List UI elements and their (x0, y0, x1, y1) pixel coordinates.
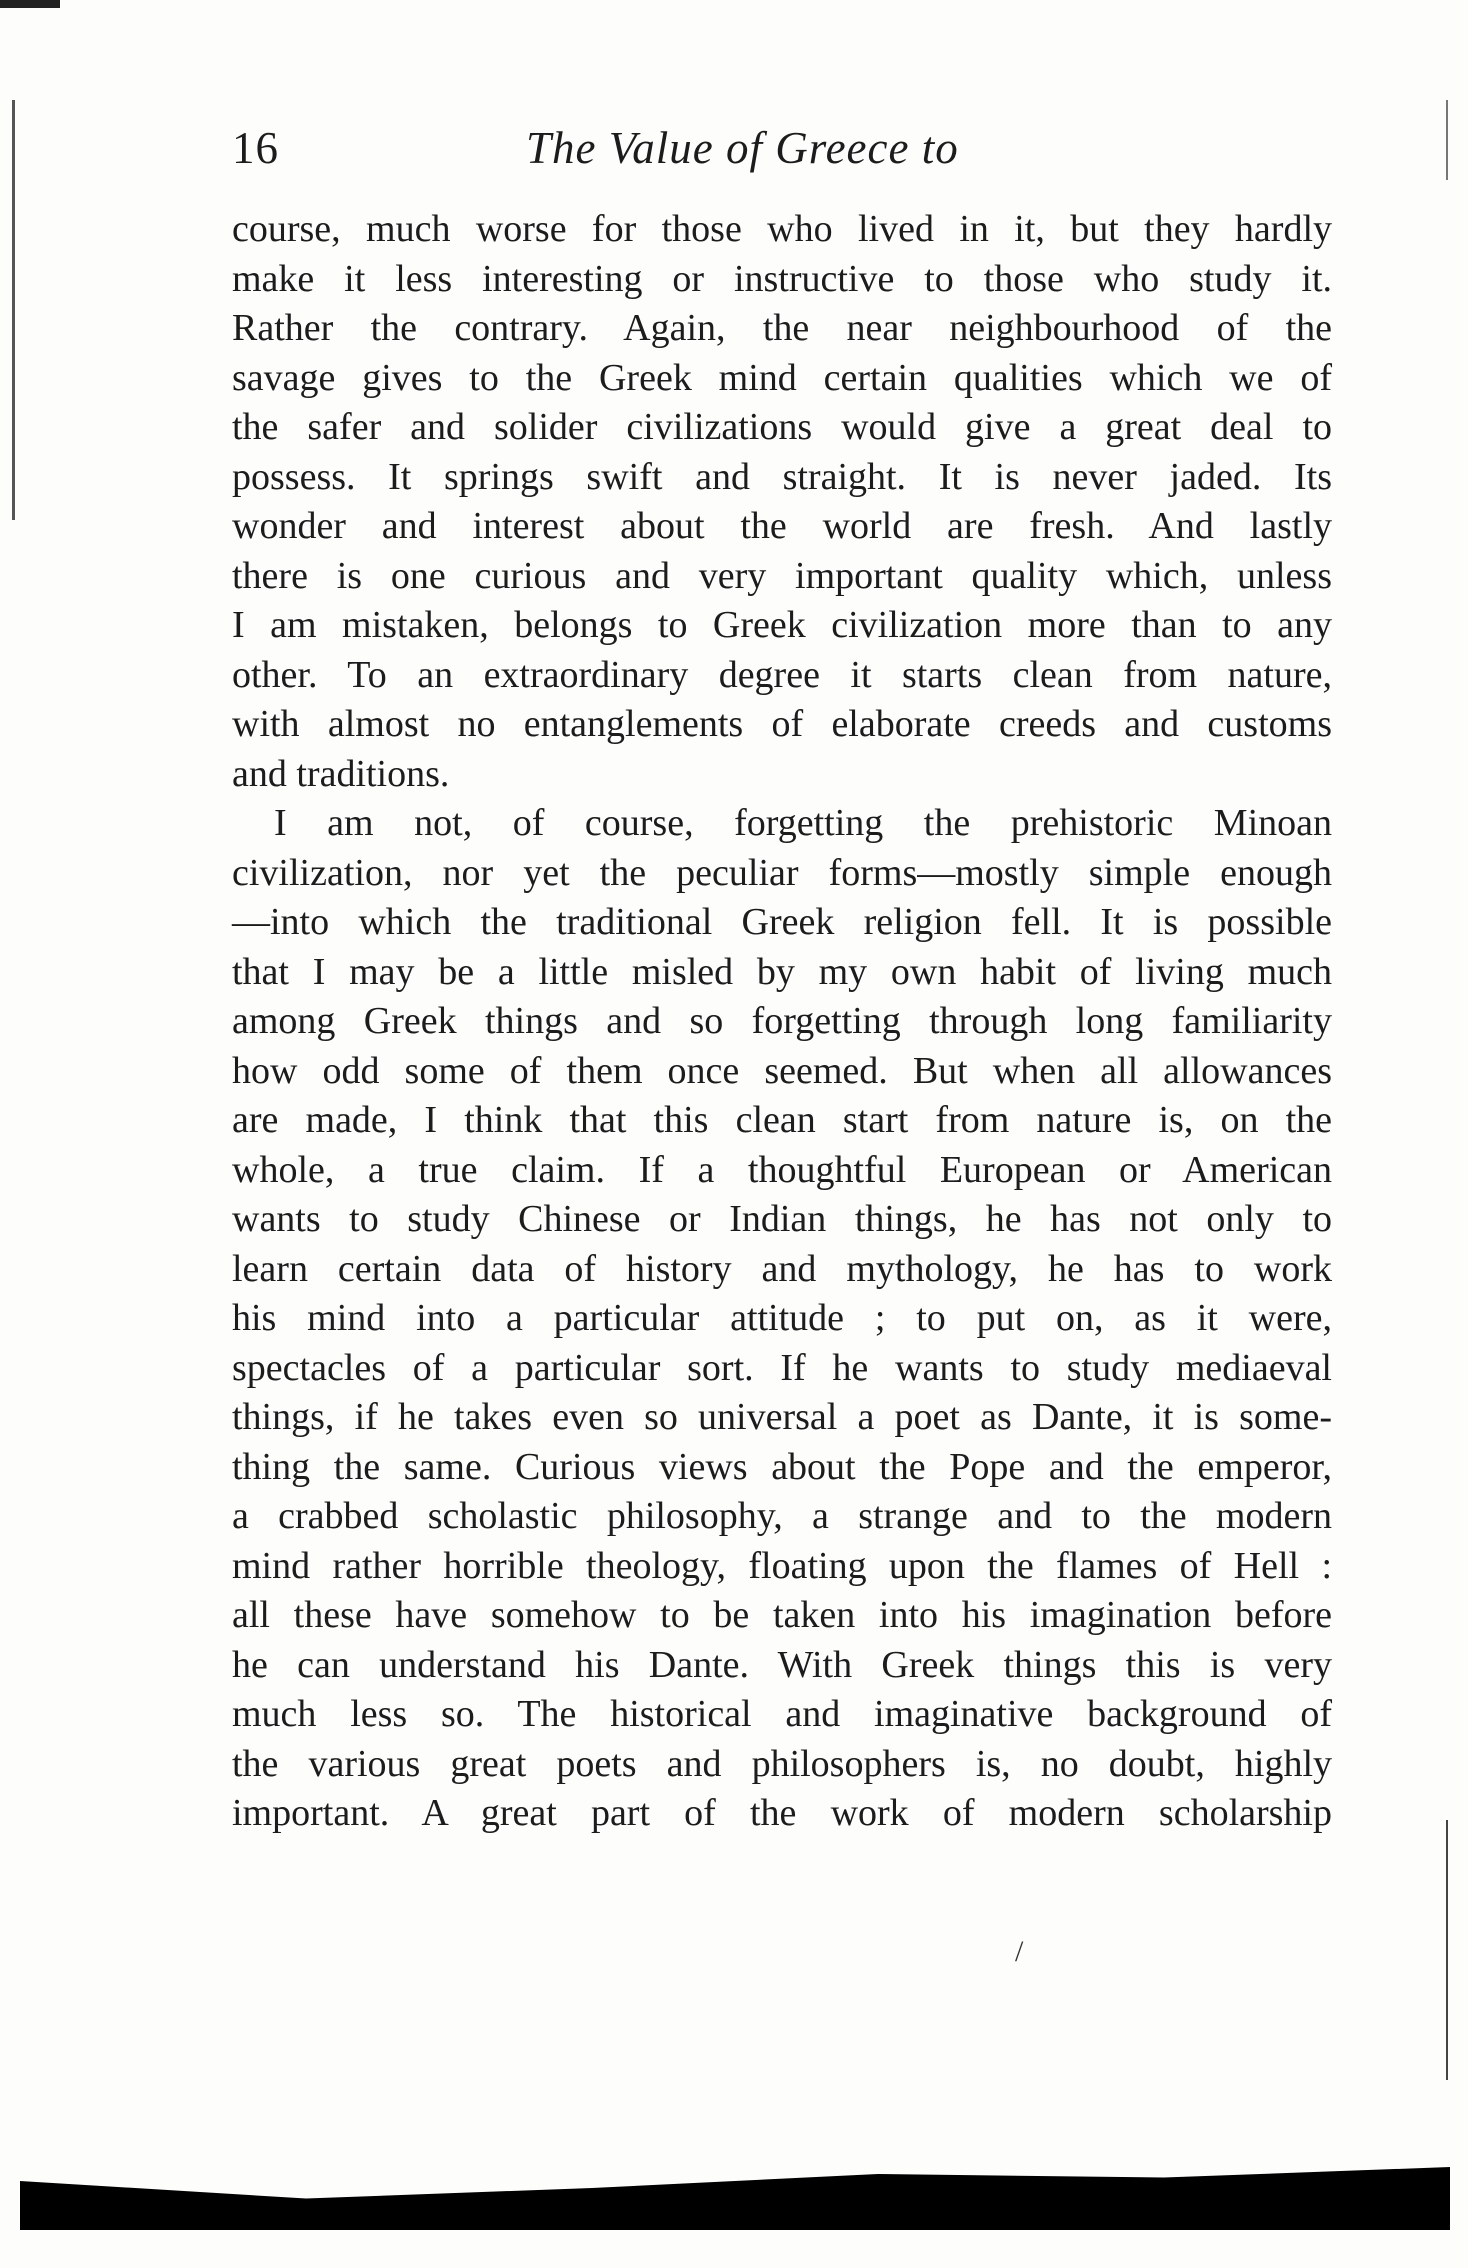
text-line: thing the same. Curious views about the Pope and the emperor, (232, 1445, 1332, 1488)
text-line: and traditions. (232, 752, 450, 795)
text-line: how odd some of them once seemed. But when all allowances (232, 1049, 1332, 1092)
text-line: wants to study Chinese or Indian things, he has not only to (232, 1198, 1332, 1240)
paragraph (232, 799, 1332, 1839)
text-line: I am mistaken, belongs to Greek civilization more than to any (232, 604, 1332, 646)
text-line: make it less interesting or instructive to those who study it. (232, 257, 1332, 300)
text-line: the various great poets and philosophers is, no doubt, highly (232, 1742, 1332, 1785)
text-line: mind rather horrible theology, floating upon the flames of Hell : (232, 1544, 1332, 1587)
running-title: The Value of Greece to (526, 123, 959, 173)
text-line: —into which the traditional Greek religion fell. It is possible (232, 901, 1332, 943)
text-line: spectacles of a particular sort. If he wants to study mediaeval (232, 1346, 1332, 1389)
text-line: there is one curious and very important quality which, unless (232, 554, 1332, 597)
text-line: he can understand his Dante. With Greek things this is very (232, 1643, 1332, 1686)
text-line: possess. It springs swift and straight. It is never jaded. Its (232, 455, 1332, 498)
text-line: savage gives to the Greek mind certain qualities which we of (232, 356, 1332, 399)
text-line: learn certain data of history and mythology, he has to work (232, 1247, 1332, 1290)
text-line: civilization, nor yet the peculiar forms—mostly simple enough (232, 851, 1332, 894)
text-line: with almost no entanglements of elaborate creeds and customs (232, 703, 1332, 745)
scan-edge-mark-right (1446, 100, 1448, 180)
text-line: are made, I think that this clean start from nature is, on the (232, 1099, 1332, 1141)
page-number: 16 (232, 123, 279, 173)
body-text (232, 205, 1332, 1839)
text-line: a crabbed scholastic philosophy, a strange and to the modern (232, 1495, 1332, 1537)
text-line: I am not, of course, forgetting the prehistoric Minoan (274, 802, 1332, 844)
text-line: all these have somehow to be taken into his imagination before (232, 1594, 1332, 1636)
text-line: other. To an extraordinary degree it starts clean from nature, (232, 653, 1332, 696)
scan-bottom-shadow (20, 2160, 1450, 2230)
text-line: things, if he takes even so universal a poet as Dante, it is some- (232, 1396, 1332, 1438)
text-line: course, much worse for those who lived in it, but they hardly (232, 208, 1332, 250)
text-line: whole, a true claim. If a thoughtful European or American (232, 1148, 1332, 1191)
text-line: the safer and solider civilizations would give a great deal to (232, 406, 1332, 448)
scan-edge-mark-top-left (0, 0, 60, 8)
paragraph (232, 205, 1332, 799)
text-line: wonder and interest about the world are fresh. And lastly (232, 505, 1332, 547)
scan-edge-mark-right-lower (1446, 1820, 1448, 2080)
text-line: important. A great part of the work of modern scholarship (232, 1792, 1332, 1834)
text-line: among Greek things and so forgetting through long familiarity (232, 1000, 1332, 1042)
scan-edge-mark-left (12, 100, 15, 520)
text-line: his mind into a particular attitude ; to put on, as it were, (232, 1297, 1332, 1339)
stray-pencil-mark: / (1015, 1935, 1024, 1968)
running-head (232, 118, 1332, 178)
text-line: much less so. The historical and imaginative background of (232, 1693, 1332, 1735)
text-line: that I may be a little misled by my own habit of living much (232, 950, 1332, 993)
text-line: Rather the contrary. Again, the near neighbourhood of the (232, 307, 1332, 349)
